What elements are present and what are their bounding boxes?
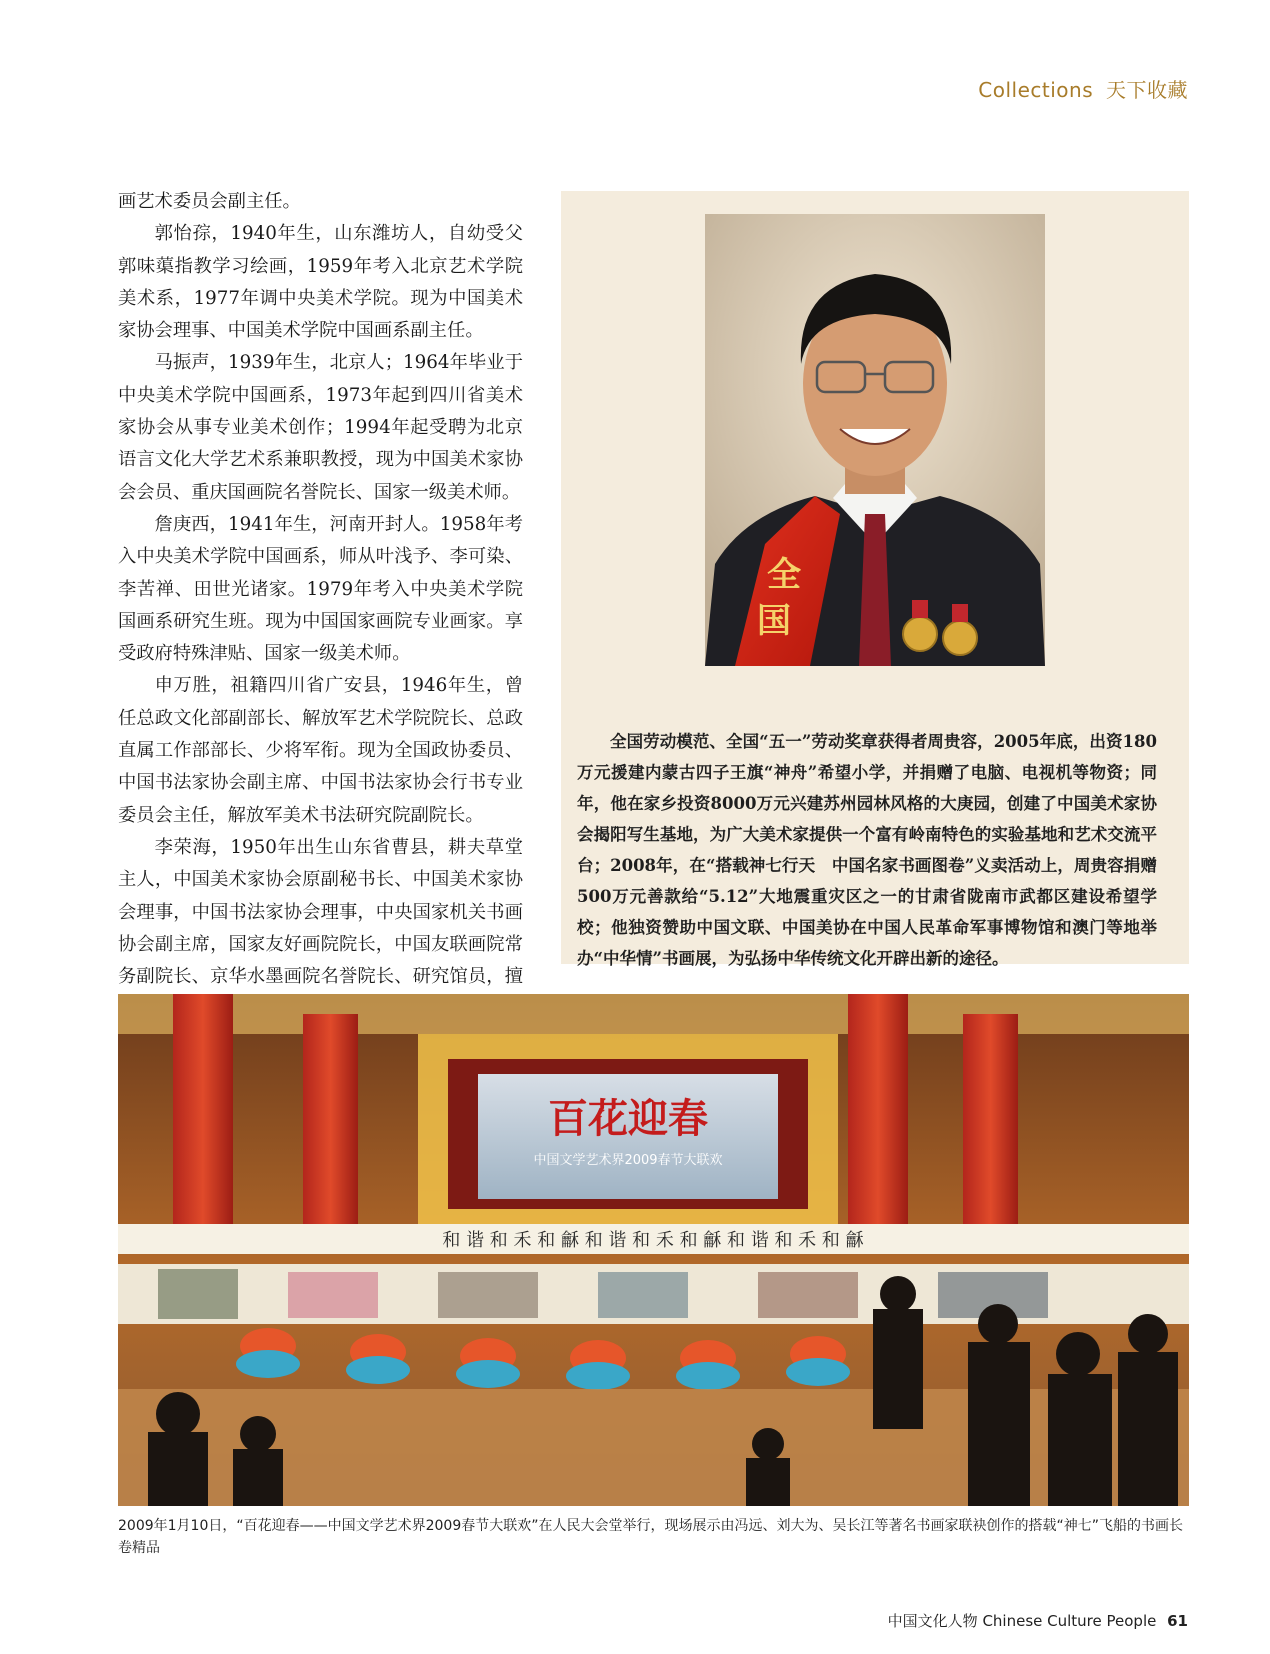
sidebar-box — [561, 191, 1189, 968]
paragraph: 申万胜，祖籍四川省广安县，1946年生，曾任总政文化部副部长、解放军艺术学院院长、总政直属工作部部长、少将军衔。现为全国政协委员、中国书法家协会副主席、中国书法家协会行书专业委员会主任，解放军美术书法研究院副院长。 — [118, 675, 523, 826]
paragraph: 画艺术委员会副主任。 — [118, 191, 301, 212]
portrait-illustration — [705, 214, 1045, 666]
event-photo — [118, 994, 1189, 1506]
portrait-photo — [705, 214, 1045, 666]
magazine-name: 中国文化人物 Chinese Culture People — [887, 1612, 1157, 1630]
section-title-cn: 天下收藏 — [1106, 78, 1188, 102]
screen-title: 百花迎春 — [548, 1095, 708, 1142]
paragraph: 马振声，1939年生，北京人；1964年毕业于中央美术学院中国画系，1973年起到四川省美术家协会从事专业美术创作；1994年起受聘为北京语言文化大学艺术系兼职教授，现为中国美术家协会会员、重庆国画院名誉院长、国家一级美术师。 — [118, 352, 523, 503]
sidebar-caption — [577, 726, 1157, 974]
page-number: 61 — [1167, 1612, 1188, 1630]
calligraphy-banner: 和 谐 和 禾 和 龢 和 谐 和 禾 和 龢 和 谐 和 禾 和 龢 — [442, 1230, 864, 1251]
running-header — [972, 74, 1188, 103]
medal-icon — [943, 621, 977, 655]
section-title-en: Collections — [978, 78, 1094, 102]
paragraph: 詹庚西，1941年生，河南开封人。1958年考入中央美术学院中国画系，师从叶浅予、李可染、李苦禅、田世光诸家。1979年考入中央美术学院国画系研究生班。现为中国国家画院专业画家。享受政府特殊津贴、国家一级美术师。 — [118, 513, 523, 665]
screen-subtitle: 中国文学艺术界2009春节大联欢 — [533, 1153, 723, 1168]
paragraph: 郭怡孮，1940年生，山东潍坊人，自幼受父郭味蕖指教学习绘画，1959年考入北京艺术学院美术系，1977年调中央美术学院。现为中国美术家协会理事、中国美术学院中国画系副主任。 — [118, 223, 523, 342]
sash-text: 全 — [767, 555, 801, 595]
page-footer — [888, 1610, 1188, 1631]
svg-text:国: 国 — [757, 601, 791, 641]
photo-caption: 2009年1月10日，“百花迎春——中国文学艺术界2009春节大联欢”在人民大会堂举行，现场展示由冯远、刘大为、吴长江等著名书画家联袂创作的搭载“神七”飞船的书画长卷精品 — [118, 1518, 1183, 1556]
paragraph: 李荣海，1950年出生山东省曹县，耕夫草堂主人，中国美术家协会原副秘书长、中国美术家协会理事，中国书法家协会理事，中央国家机关书画协会副主席，国家友好画院院长，中国友联画院常务副院长、京华水墨画院名誉院长、研究馆员，擅 — [118, 836, 523, 988]
body-text-column — [118, 186, 523, 1026]
medal-icon — [903, 617, 937, 651]
event-illustration — [118, 994, 1189, 1506]
sidebar-caption-text: 全国劳动模范、全国“五一”劳动奖章获得者周贵容，2005年底，出资180万元援建内蒙古四子王旗“神舟”希望小学，并捐赠了电脑、电视机等物资；同年，他在家乡投资8000万元兴建苏州园林风格的大庚园，创建了中国美术家协会揭阳写生基地，为广大美术家提供一个富有岭南特色的实验基地和艺术交流平台；2008年，在“搭载神七行天 中国名家书画图卷”义卖活动上，周贵容捐赠500万元善款给“5.12”大地震重灾区之一的甘肃省陇南市武都区建设希望学校；他独资赞助中国文联、中国美协在中国人民革命军事博物馆和澳门等地举办“中华情”书画展，为弘扬中华传统文化开辟出新的途径。 — [577, 732, 1157, 968]
